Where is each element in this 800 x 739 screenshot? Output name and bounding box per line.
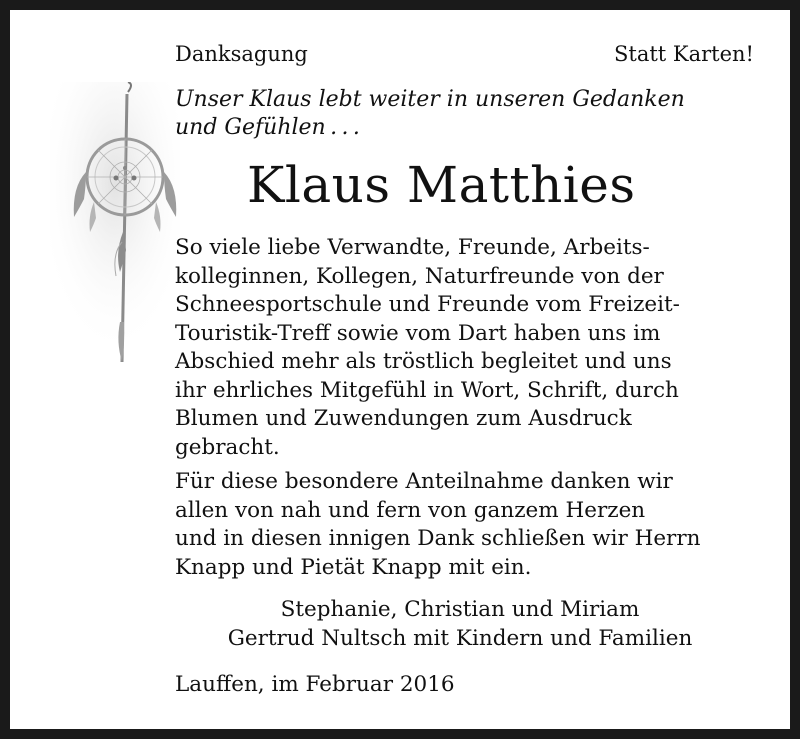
dreamcatcher-icon bbox=[50, 82, 180, 372]
paragraph-line: allen von nah und fern von ganzem Herzen bbox=[175, 497, 646, 523]
paragraph-line: kolleginnen, Kollegen, Naturfreunde von der bbox=[175, 263, 664, 289]
paragraph-line: Blumen und Zuwendungen zum Ausdruck bbox=[175, 406, 632, 431]
header-left-title: Danksagung bbox=[175, 42, 308, 66]
thanks-paragraph-2 bbox=[175, 468, 785, 582]
thanks-paragraph-1 bbox=[175, 234, 785, 462]
paragraph-line: Schneesportschule und Freunde vom Freizeit- bbox=[175, 292, 680, 317]
paragraph-line: und in diesen innigen Dank schließen wir Herrn bbox=[175, 526, 701, 551]
paragraph-line: So viele liebe Verwandte, Freunde, Arbeits- bbox=[175, 235, 650, 260]
paragraph-line: Touristik-Treff sowie vom Dart haben uns im bbox=[175, 320, 661, 346]
intro-text bbox=[175, 86, 775, 142]
signer-line: Stephanie, Christian und Miriam bbox=[280, 597, 640, 622]
header-right-title: Statt Karten! bbox=[614, 42, 754, 66]
paragraph-line: Für diese besondere Anteilnahme danken wir bbox=[175, 469, 673, 494]
paragraph-line: Abschied mehr als tröstlich begleitet und uns bbox=[175, 349, 672, 374]
intro-line: Unser Klaus lebt weiter in unseren Gedanken bbox=[175, 87, 685, 112]
paragraph-line: Knapp und Pietät Knapp mit ein. bbox=[175, 554, 532, 580]
signer-line: Gertrud Nultsch mit Kindern und Familien bbox=[227, 625, 693, 651]
deceased-name: Klaus Matthies bbox=[247, 156, 636, 214]
paragraph-line: ihr ehrliches Mitgefühl in Wort, Schrift, durch bbox=[175, 377, 679, 403]
intro-line: und Gefühlen . . . bbox=[175, 115, 360, 140]
place-date-line: Lauffen, im Februar 2016 bbox=[175, 672, 455, 697]
paragraph-line: gebracht. bbox=[175, 434, 280, 460]
signers-block bbox=[175, 596, 745, 653]
